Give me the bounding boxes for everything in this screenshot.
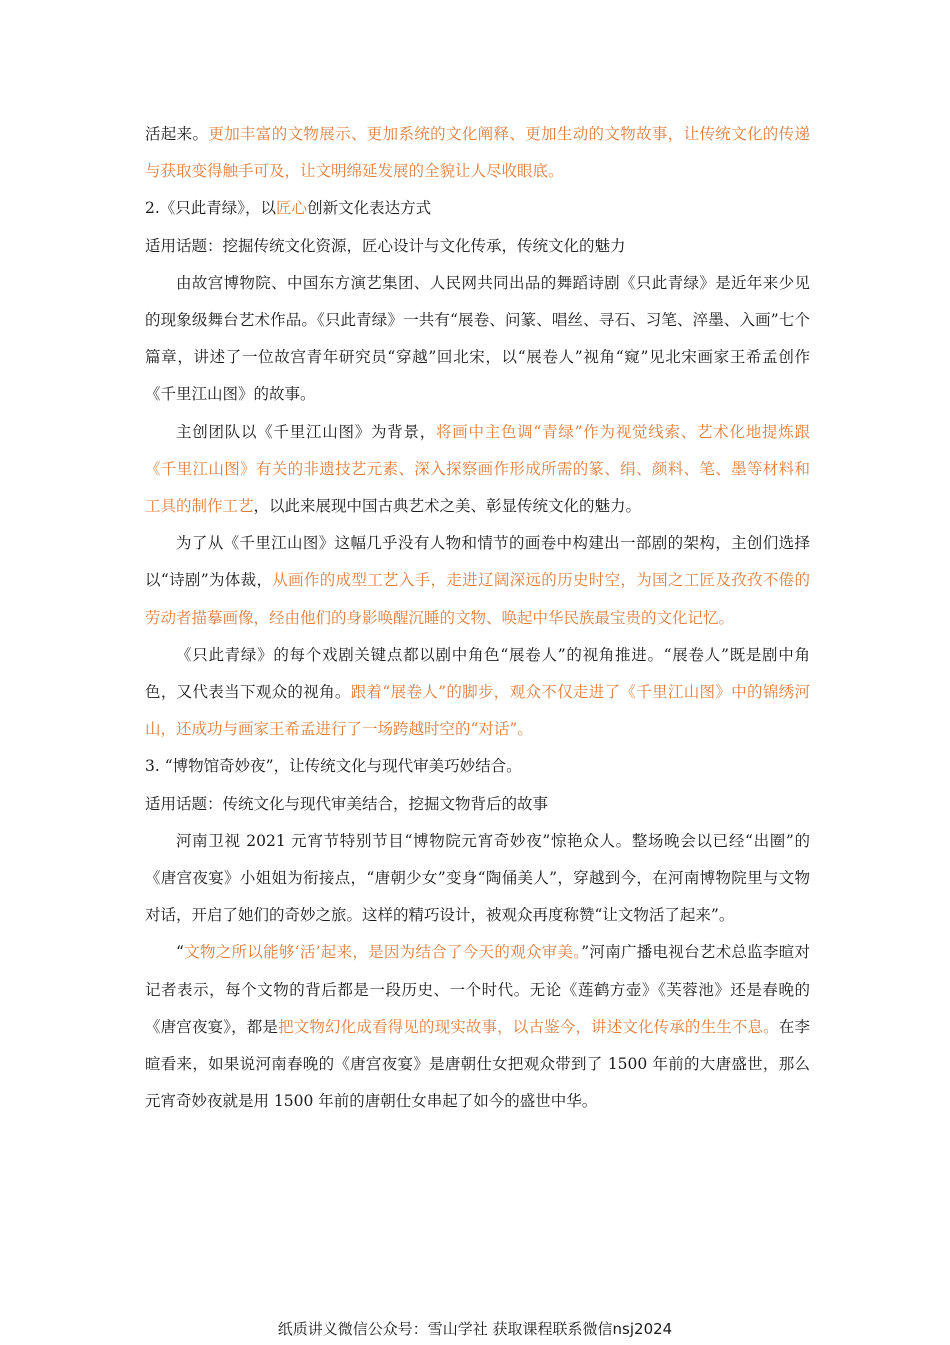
text-run: ”河南广播电视台艺术总监李暄对记者表示，每个文物的背后都是一段历史、一个时代。无论《莲鹤方壶》《芙蓉池》还是春晚的《唐宫夜宴》，都是	[145, 943, 810, 1036]
highlighted-text: 从画作的成型工艺入手，走进辽阔深远的历史时空，为国之工匠及孜孜不倦的劳动者描摹画像，经由他们的身影唤醒沉睡的文物、唤起中华民族最宝贵的文化记忆。	[145, 571, 810, 627]
text-run: “	[176, 943, 184, 962]
section-heading-3: 3. “博物馆奇妙夜”，让传统文化与现代审美巧妙结合。	[145, 757, 522, 776]
paragraph-viewpoint	[145, 637, 810, 749]
highlighted-text: 把文物幻化成看得见的现实故事，以古鉴今，讲述文化传承的生生不息。	[278, 1017, 779, 1036]
highlighted-text: 跟着“展卷人”的脚步，观众不仅走进了《千里江山图》中的锦绣河山，还成功与画家王希孟进行了一场跨越时空的“对话”。	[145, 683, 810, 739]
page-footer: 纸质讲义微信公众号：雪山学社 获取课程联系微信nsj2024	[277, 1320, 673, 1338]
highlighted-text: 将画中主色调“青绿”作为视觉线索、艺术化地提炼跟《千里江山图》有关的非遗技艺元素、深入探察画作形成所需的篆、绢、颜料、笔、墨等材料和工具的制作工艺	[145, 422, 810, 516]
text-run: 创新文化表达方式	[307, 199, 432, 218]
highlighted-text: 文物之所以能够‘活’起来，是因为结合了今天的观众审美。	[183, 943, 582, 962]
paragraph-intro-3: 河南卫视 2021 元宵节特别节目“博物院元宵奇妙夜”惊艳众人。整场晚会以已经“出圈”的《唐宫夜宴》小姐姐为衔接点，“唐朝少女”变身“陶俑美人”，穿越到今，在河南博物院里与文物对话，开启了她们的奇妙之旅。这样的精巧设计，被观众再度称赞“让文物活了起来”。	[145, 831, 810, 925]
text-run: ，以此来展现中国古典艺术之美、彰显传统文化的魅力。	[253, 497, 642, 516]
highlighted-text: 匠心	[276, 199, 308, 218]
text-run: 在李暄看来，如果说河南春晚的《唐宫夜宴》是唐朝仕女把观众带到了 1500 年前的大唐盛世，那么元宵奇妙夜就是用 1500 年前的唐朝仕女串起了如今的盛世中华。	[145, 1017, 810, 1111]
text-run: 主创团队以《千里江山图》为背景，	[176, 422, 436, 441]
text-run: 2.《只此青绿》，以	[145, 199, 277, 218]
section-heading-2	[145, 190, 810, 227]
paragraph-continuation	[145, 116, 810, 190]
topic-line-3: 适用话题：传统文化与现代审美结合，挖掘文物背后的故事	[145, 794, 549, 813]
text-run: 《只此青绿》的每个戏剧关键点都以剧中角色“展卷人”的视角推进。“展卷人”既是剧中角色，又代表当下观众的视角。	[145, 645, 810, 702]
highlighted-text: 更加丰富的文物展示、更加系统的文化阐释、更加生动的文物故事，让传统文化的传递与获取变得触手可及，让文明绵延发展的全貌让人尽收眼底。	[145, 125, 810, 181]
paragraph-quote	[145, 934, 810, 1120]
document-body	[145, 116, 810, 1120]
paragraph-team	[145, 414, 810, 526]
text-run: 活起来。	[145, 125, 209, 143]
text-run: 为了从《千里江山图》这幅几乎没有人物和情节的画卷中构建出一部剧的架构，主创们选择以“诗剧”为体裁，	[145, 534, 810, 590]
paragraph-structure	[145, 525, 810, 637]
paragraph-intro-2: 由故宫博物院、中国东方演艺集团、人民网共同出品的舞蹈诗剧《只此青绿》是近年来少见的现象级舞台艺术作品。《只此青绿》一共有“展卷、问篆、唱丝、寻石、习笔、淬墨、入画”七个篇章，讲述了一位故宫青年研究员“穿越”回北宋，以“展卷人”视角“窥”见北宋画家王希孟创作《千里江山图》的故事。	[145, 273, 810, 404]
topic-line-2: 适用话题：挖掘传统文化资源，匠心设计与文化传承，传统文化的魅力	[145, 236, 626, 255]
